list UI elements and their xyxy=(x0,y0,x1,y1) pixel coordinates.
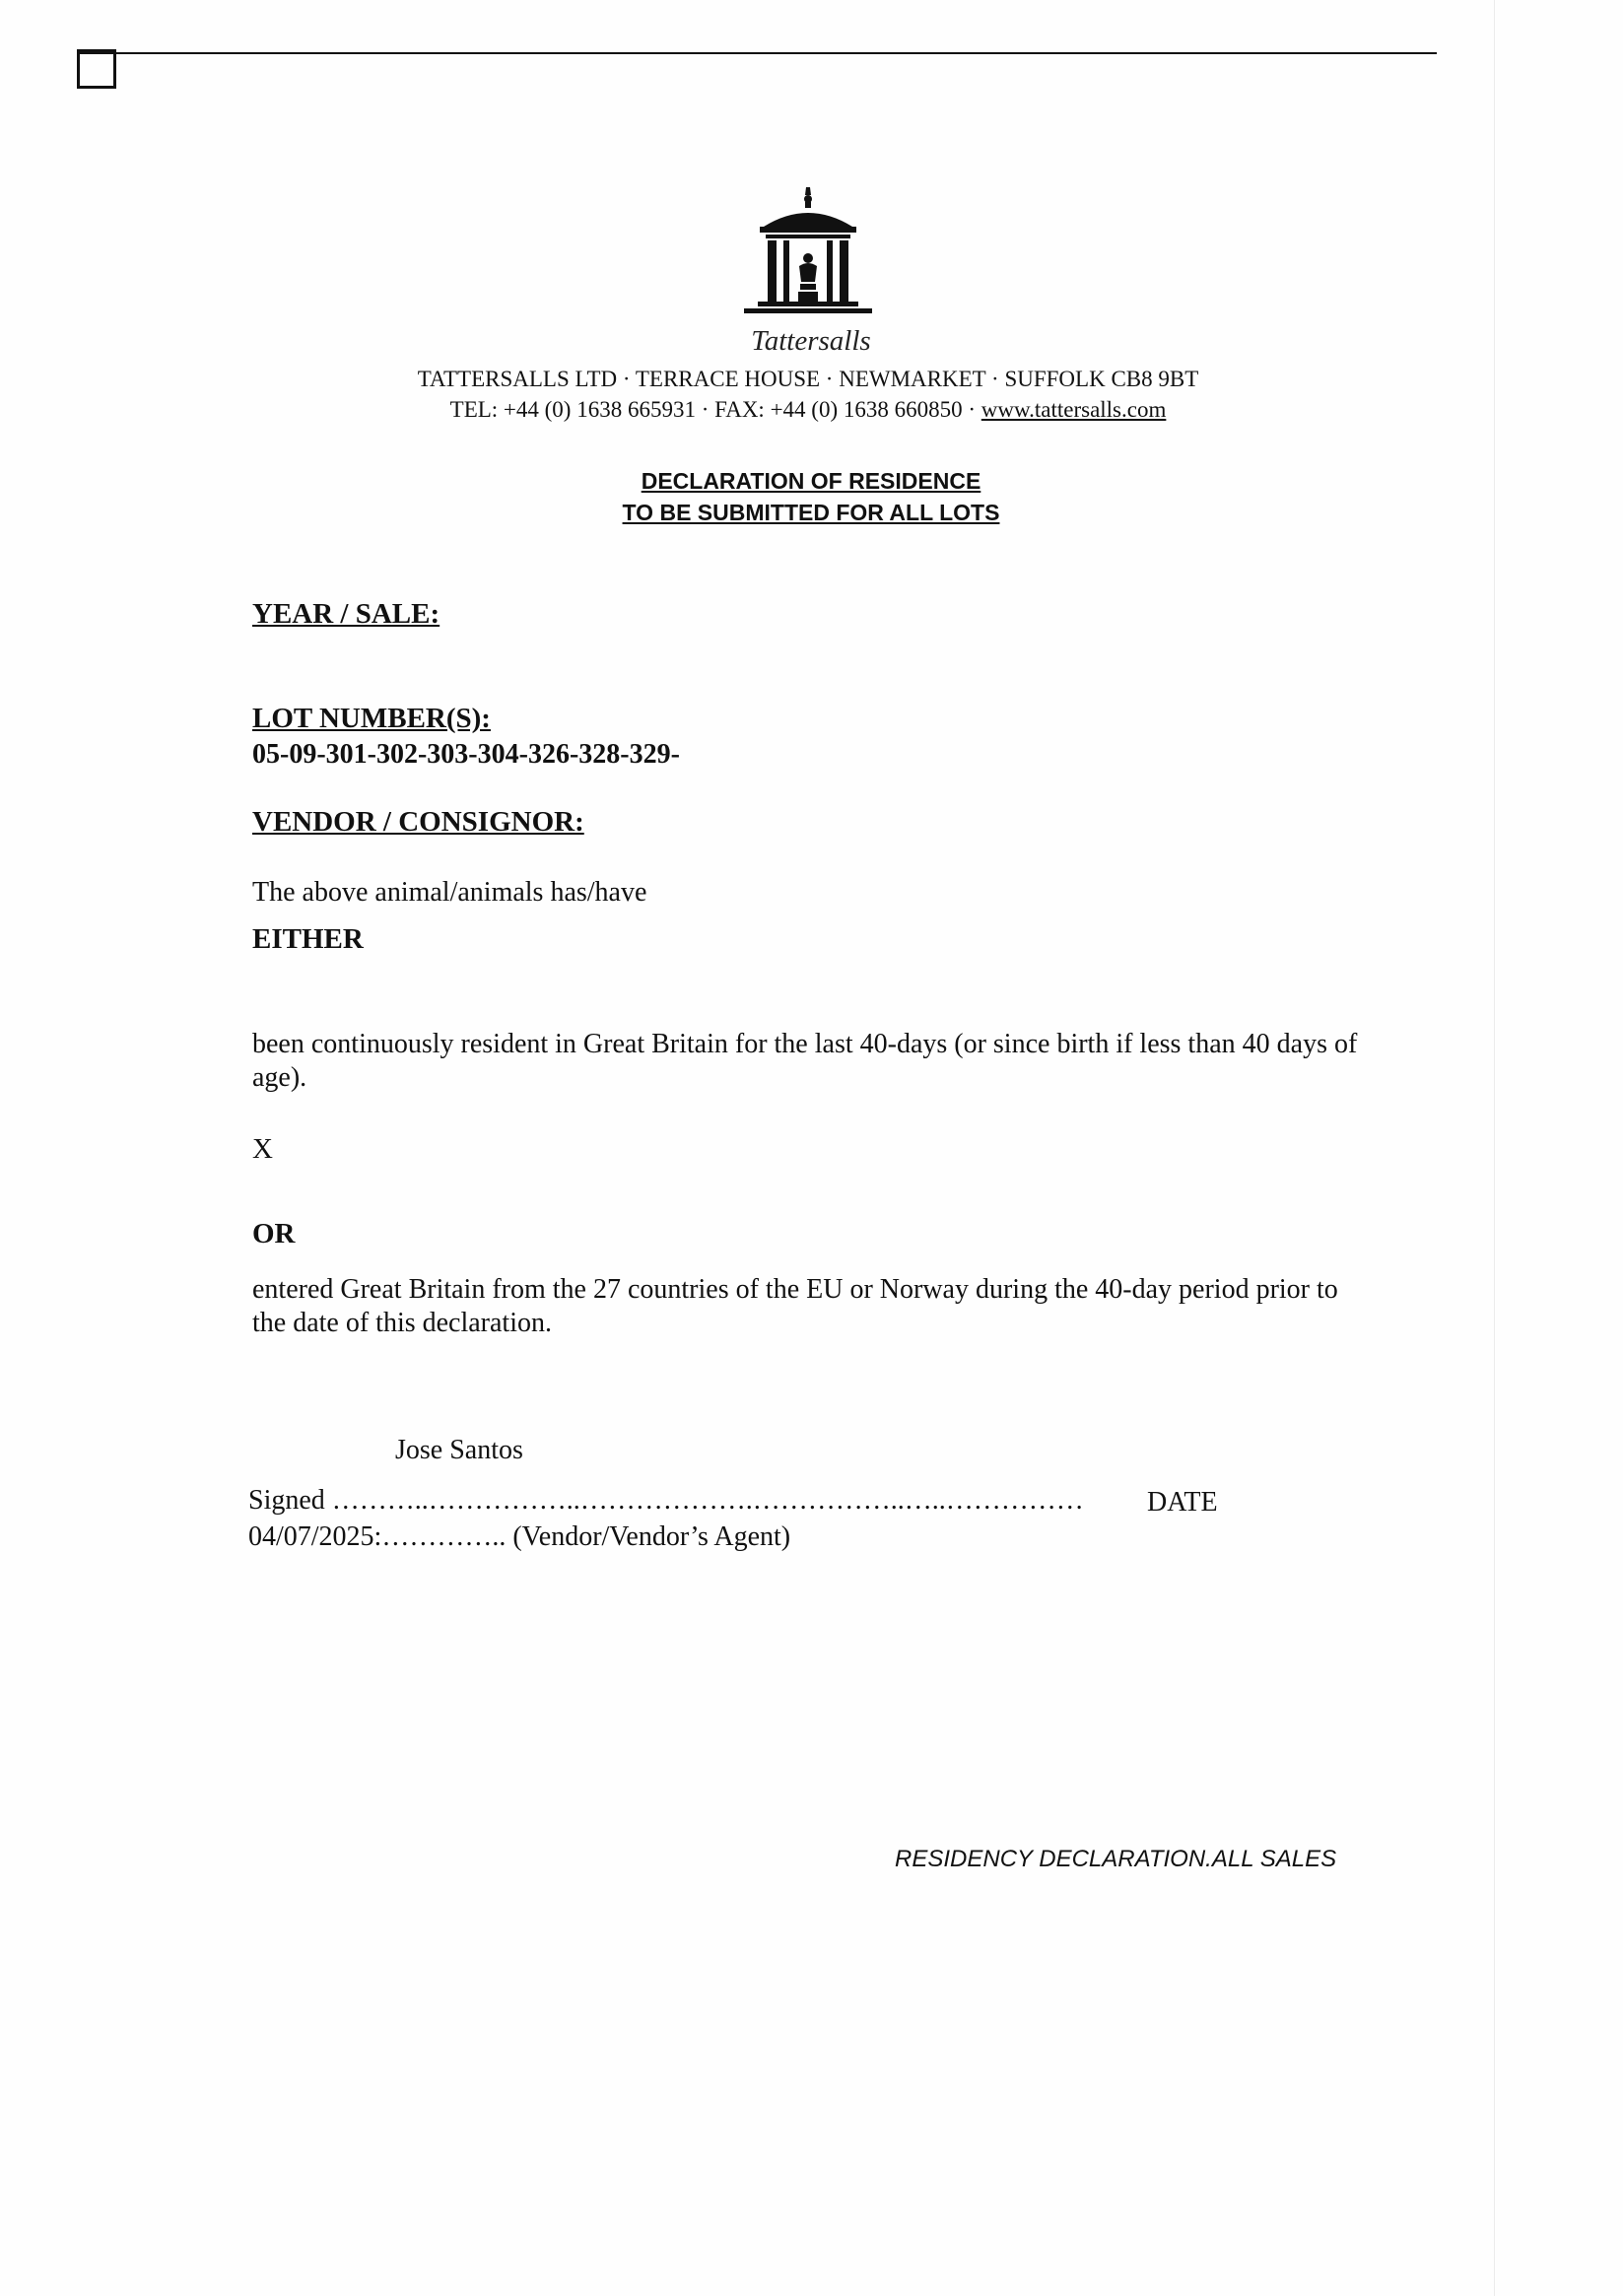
document-title: DECLARATION OF RESIDENCE xyxy=(641,468,981,494)
contact-numbers: TEL: +44 (0) 1638 665931 · FAX: +44 (0) 1638 660850 · xyxy=(449,397,981,422)
date-agent-line: 04/07/2025:………….. (Vendor/Vendor’s Agent) xyxy=(248,1521,791,1552)
company-contact xyxy=(227,397,1389,423)
lot-numbers-label: LOT NUMBER(S): xyxy=(252,703,491,734)
year-sale-label: YEAR / SALE: xyxy=(252,598,440,630)
corner-box xyxy=(77,49,116,89)
document-subtitle: TO BE SUBMITTED FOR ALL LOTS xyxy=(622,500,1000,525)
signatory-name: Jose Santos xyxy=(395,1435,523,1465)
selection-mark: X xyxy=(252,1133,273,1165)
website-link[interactable]: www.tattersalls.com xyxy=(981,397,1167,422)
either-heading: EITHER xyxy=(252,923,364,955)
brand-name: Tattersalls xyxy=(751,325,871,357)
or-heading: OR xyxy=(252,1218,296,1249)
option-resident-text: been continuously resident in Great Britain for the last 40-days (or since birth if less than 40 days of age). xyxy=(252,1029,1358,1093)
option-entered-text: entered Great Britain from the 27 countries of the EU or Norway during the 40-day period prior to the date of this declaration. xyxy=(252,1274,1338,1338)
date-label: DATE xyxy=(1147,1487,1218,1518)
page-edge-shadow xyxy=(1494,0,1495,2296)
signed-line: Signed ………..……………..……………….……………..…..…………… xyxy=(248,1485,1084,1516)
top-rule xyxy=(77,52,1437,54)
lot-numbers-value: 05-09-301-302-303-304-326-328-329- xyxy=(252,739,680,770)
declaration-intro: The above animal/animals has/have xyxy=(252,877,647,908)
vendor-consignor-label: VENDOR / CONSIGNOR: xyxy=(252,806,584,838)
footer-reference: RESIDENCY DECLARATION.ALL SALES xyxy=(895,1846,1337,1872)
company-address: TATTERSALLS LTD · TERRACE HOUSE · NEWMARKET · SUFFOLK CB8 9BT xyxy=(417,367,1199,391)
tattersalls-logo-icon xyxy=(744,187,872,325)
